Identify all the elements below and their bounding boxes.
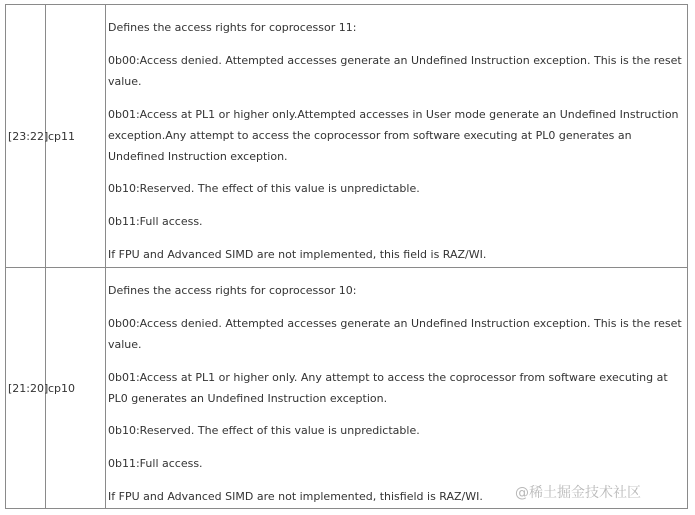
table-row-cp10 [5, 268, 688, 509]
watermark: @稀土掘金技术社区 [515, 485, 641, 501]
description-paragraph: 0b01:Access at PL1 or higher only.Attempted accesses in User mode generate an Undefined Instruction exception.Any attempt to access the coprocessor from software executing at PL0 generates an Undefined Instruction exception. [108, 108, 679, 163]
name-cell [46, 5, 106, 267]
description-paragraph: If FPU and Advanced SIMD are not implemented, thisfield is RAZ/WI. [108, 490, 483, 503]
description-paragraph: If FPU and Advanced SIMD are not implemented, this field is RAZ/WI. [108, 248, 487, 261]
register-field-table [5, 4, 688, 509]
description-paragraph: 0b11:Full access. [108, 457, 203, 470]
description-paragraph: 0b11:Full access. [108, 215, 203, 228]
table-row-cp11 [5, 4, 688, 268]
description-paragraph: 0b00:Access denied. Attempted accesses generate an Undefined Instruction exception. This is the reset value. [108, 54, 682, 88]
description-paragraph: 0b01:Access at PL1 or higher only. Any attempt to access the coprocessor from software executing at PL0 generates an Undefined Instruction exception. [108, 371, 668, 405]
description-paragraph: 0b10:Reserved. The effect of this value is unpredictable. [108, 424, 420, 437]
bits-label: [21:20] [8, 381, 49, 395]
field-name: cp10 [48, 381, 76, 395]
description-paragraph: Defines the access rights for coprocessor 11: [108, 21, 357, 34]
description-cell [106, 5, 687, 267]
bits-cell [6, 5, 49, 267]
description-paragraph: Defines the access rights for coprocessor 10: [108, 284, 357, 297]
bits-cell [6, 268, 49, 508]
name-cell [46, 268, 106, 508]
description-paragraph: 0b00:Access denied. Attempted accesses generate an Undefined Instruction exception. This is the reset value. [108, 317, 682, 351]
field-name: cp11 [48, 129, 76, 143]
description-paragraph: 0b10:Reserved. The effect of this value is unpredictable. [108, 182, 420, 195]
bits-label: [23:22] [8, 129, 49, 143]
description-cell [106, 268, 687, 508]
